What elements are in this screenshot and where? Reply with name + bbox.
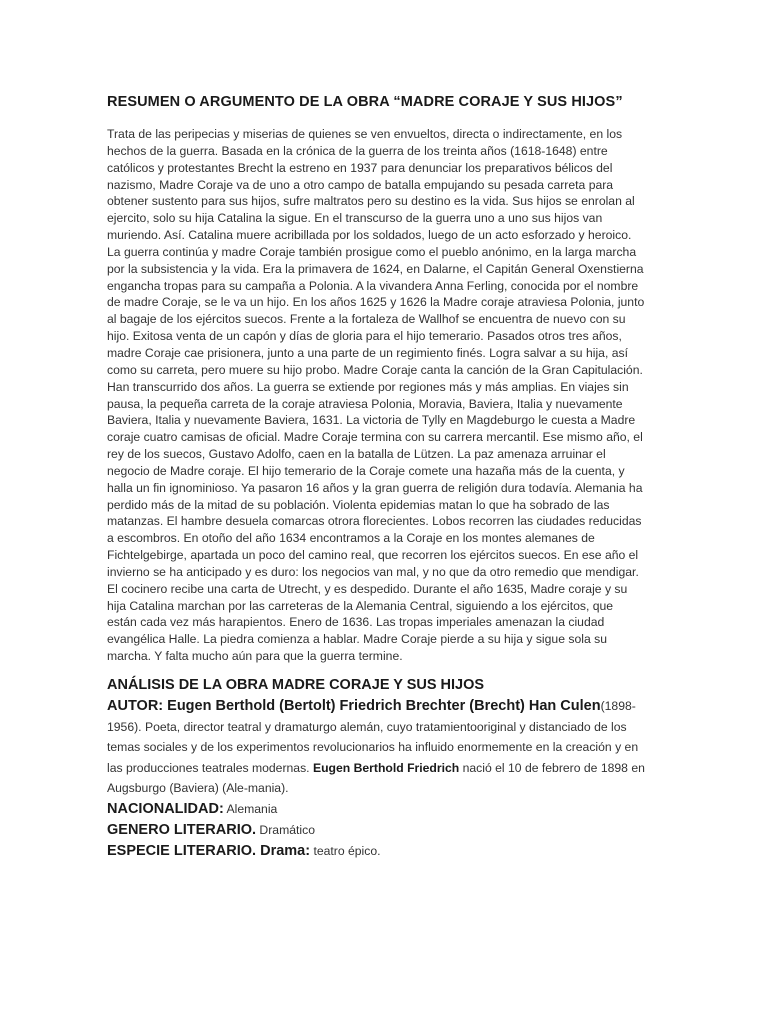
species-label-bold: Drama: xyxy=(260,842,311,859)
document-page xyxy=(107,94,662,862)
summary-line: matanzas. El hambre desuela comarcas otrora florecientes. Lobos recorren las ciudades reducidas xyxy=(107,514,642,529)
summary-line: están cada vez más harapientos. Enero de 1636. Las tropas imperiales amenazan la ciudad xyxy=(107,615,605,630)
nationality-row xyxy=(107,799,662,820)
summary-line: halla un fin ignominioso. Ya pasaron 16 años y la gran guerra de religión dura todavía. Alemania ha xyxy=(107,480,643,495)
analysis-title: ANÁLISIS DE LA OBRA MADRE CORAJE Y SUS HIJOS xyxy=(107,677,485,693)
summary-line: nazismo, Madre Coraje va de uno a otro campo de batalla empujando su pesada carreta para xyxy=(107,177,614,192)
summary-line: de madre Coraje, se le va un hijo. En los años 1625 y 1626 la Madre coraje atraviesa Polonia, junto xyxy=(107,295,645,310)
author-section xyxy=(107,696,662,799)
genre-row xyxy=(107,820,662,841)
nationality-label: NACIONALIDAD: xyxy=(107,800,224,817)
species-label: ESPECIE LITERARIO. xyxy=(107,842,261,859)
author-line-4-pre: las producciones teatrales modernas. xyxy=(107,760,313,775)
summary-line: rey de los suecos, Gustavo Adolfo, caen en la batalla de Lützen. La paz amenaza arruinar el xyxy=(107,447,606,462)
summary-line: El cocinero recibe una carta de Utrecht, y es despedido. Durante el año 1635, Madre coraje y su xyxy=(107,581,628,596)
summary-line: Baviera, Italia y nuevamente Baviera, 1631. La victoria de Tylly en Magdeburgo le cuesta a Madre xyxy=(107,413,636,428)
author-line-1 xyxy=(107,696,662,717)
summary-line: hijo. Exitosa venta de un capón y días de gloria para el hijo temerario. Pasados otros tres años, xyxy=(107,329,622,344)
author-years-start: (1898- xyxy=(600,699,636,713)
summary-line: marcha. Y falta mucho aún para que la guerra termine. xyxy=(107,649,403,664)
author-line-5: Augsburgo (Baviera) (Ale-mania). xyxy=(107,781,289,796)
summary-line: negocio de Madre coraje. El hijo temerario de la Coraje comete una hazaña más de la cuenta, y xyxy=(107,463,625,478)
author-line-4-post: nació el 10 de febrero de 1898 en xyxy=(459,760,645,775)
summary-line: Fichtelgebirge, apartada un poco del camino real, que recorren los ejércitos suecos. En ese año el xyxy=(107,548,639,563)
summary-line: engancha tropas para su campaña a Polonia. A la vivandera Anna Ferling, conocida por el nombre xyxy=(107,278,639,293)
summary-line: evangélica Halle. La piedra comienza a hablar. Madre Coraje pierde a su hija y sigue sola su xyxy=(107,632,607,647)
summary-line: invierno se ha anticipado y es duro: los negocios van mal, y no que da otro remedio que mendigar. xyxy=(107,564,639,579)
summary-line: pausa, la pequeña carreta de la coraje atraviesa Polonia, Moravia, Baviera, Italia y nuevamente xyxy=(107,396,623,411)
species-value: teatro épico. xyxy=(310,843,381,858)
author-line-3: temas sociales y de los experimentos revolucionarios ha influido enormemente en la creación y en xyxy=(107,740,639,755)
summary-line: Trata de las peripecias y miserias de quienes se ven envueltos, directa o indirectamente, en los xyxy=(107,127,623,141)
document-title: RESUMEN O ARGUMENTO DE LA OBRA “MADRE CORAJE Y SUS HIJOS” xyxy=(107,94,623,110)
summary-line: a escombros. En otoño del año 1634 encontramos a la Coraje en los montes alemanes de xyxy=(107,531,595,546)
author-line-4 xyxy=(107,758,662,779)
author-line-4-bold: Eugen Berthold Friedrich xyxy=(312,760,460,775)
summary-line: ejercito, solo su hija Catalina la sigue. En el transcurso de la guerra uno a uno sus hijos van xyxy=(107,211,603,226)
summary-line: Han transcurrido dos años. La guerra se extiende por regiones más y más amplias. En viajes sin xyxy=(107,379,629,394)
author-label: AUTOR: xyxy=(107,698,164,714)
summary-line: hechos de la guerra. Basada en la crónica de la guerra de los treinta años (1618-1648) entre xyxy=(107,143,608,158)
summary-line: por la subsistencia y la vida. Era la primavera de 1624, en Dalarne, el Capitán General Oxenstierna xyxy=(107,261,644,276)
author-line-2: 1956). Poeta, director teatral y dramaturgo alemán, cuyo tratamientooriginal y distanciado de los xyxy=(107,719,627,734)
summary-line: obtener sustento para sus hijos, sufre maltratos pero su destino es la vida. Sus hijos se enrolan al xyxy=(107,194,635,209)
nationality-value: Alemania xyxy=(223,801,278,816)
summary-line: coraje cuatro camisas de oficial. Madre Coraje termina con su carrera mercantil. Ese mismo año, el xyxy=(107,430,643,445)
author-name: Eugen Berthold (Bertolt) Friedrich Brechter (Brecht) Han Culen xyxy=(163,698,601,714)
summary-line: perdido más de la mitad de su población. Violenta epidemias matan lo que ha sobrado de las xyxy=(107,497,610,512)
summary-line: católicos y protestantes Brecht la estreno en 1937 para denunciar los preparativos bélicos del xyxy=(107,160,613,175)
genre-value: Dramático xyxy=(256,822,315,837)
summary-line: muriendo. Así. Catalina muere acribillada por los soldados, luego de un acto esforzado y heroico. xyxy=(107,228,632,243)
summary-line: como su carreta, pero muere su hijo probo. Madre Coraje canta la canción de la Gran Capitulación. xyxy=(107,362,643,377)
summary-line: hija Catalina marchan por las carreteras de la Alemania Central, siguiendo a los ejércitos, que xyxy=(107,598,614,613)
genre-label: GENERO LITERARIO. xyxy=(107,821,257,838)
summary-line: madre Coraje cae prisionera, junto a una parte de un regimiento finés. Logra salvar a su hija, así xyxy=(107,345,628,360)
summary-paragraph xyxy=(107,126,662,665)
summary-line: al bagaje de los ejércitos suecos. Frente a la fortaleza de Wallhof se encuentra de nuevo con su xyxy=(107,312,626,327)
species-row xyxy=(107,841,662,862)
summary-line: La guerra continúa y madre Coraje también prosigue como el pueblo anónimo, en la larga marcha xyxy=(107,244,637,259)
